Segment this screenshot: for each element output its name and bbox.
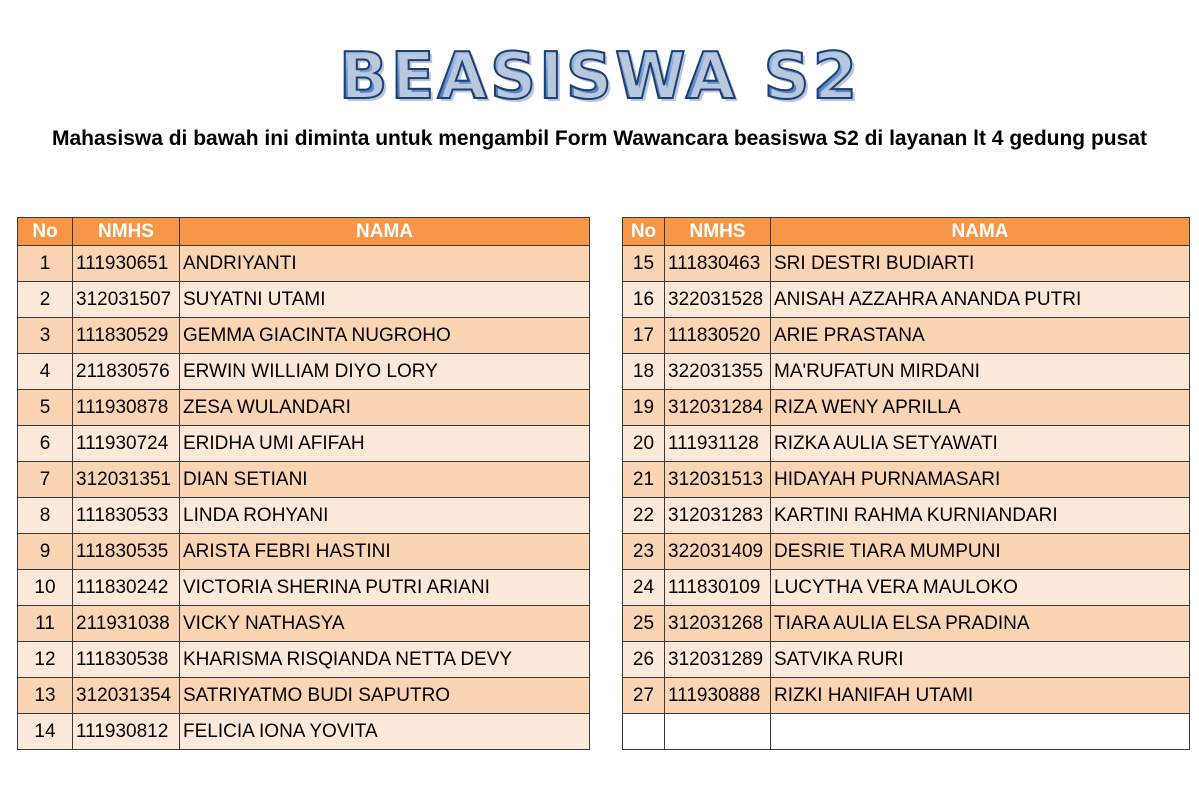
cell-no: 9: [18, 534, 73, 570]
table-header-row: [18, 218, 590, 246]
table-row: [18, 462, 590, 498]
cell-nama: RIZKA AULIA SETYAWATI: [771, 426, 1190, 462]
cell-nama: GEMMA GIACINTA NUGROHO: [180, 318, 590, 354]
table-row: [623, 570, 1190, 606]
cell-nmhs: 312031354: [73, 678, 180, 714]
table-row: [18, 354, 590, 390]
cell-no: 19: [623, 390, 665, 426]
cell-no: 6: [18, 426, 73, 462]
cell-nama: ANISAH AZZAHRA ANANDA PUTRI: [771, 282, 1190, 318]
cell-nmhs: 322031355: [665, 354, 771, 390]
cell-nama: RIZA WENY APRILLA: [771, 390, 1190, 426]
cell-nmhs: 111930888: [665, 678, 771, 714]
page-title: BEASISWA S2: [338, 40, 861, 114]
cell-nama: ERWIN WILLIAM DIYO LORY: [180, 354, 590, 390]
cell-nama: FELICIA IONA YOVITA: [180, 714, 590, 750]
table-row: [623, 678, 1190, 714]
cell-nmhs: 312031284: [665, 390, 771, 426]
cell-nama: ZESA WULANDARI: [180, 390, 590, 426]
table-row: [18, 282, 590, 318]
cell-no: 13: [18, 678, 73, 714]
cell-nama: [771, 714, 1190, 750]
column-header-nama: NAMA: [180, 218, 590, 246]
cell-nama: DIAN SETIANI: [180, 462, 590, 498]
cell-nama: ERIDHA UMI AFIFAH: [180, 426, 590, 462]
cell-nmhs: 312031268: [665, 606, 771, 642]
cell-nama: ARISTA FEBRI HASTINI: [180, 534, 590, 570]
cell-no: 23: [623, 534, 665, 570]
cell-nama: LINDA ROHYANI: [180, 498, 590, 534]
cell-nmhs: 111930812: [73, 714, 180, 750]
cell-nama: KHARISMA RISQIANDA NETTA DEVY: [180, 642, 590, 678]
cell-no: 10: [18, 570, 73, 606]
table-row: [623, 642, 1190, 678]
cell-nmhs: [665, 714, 771, 750]
cell-no: 24: [623, 570, 665, 606]
table-row: [623, 498, 1190, 534]
student-table-left: [17, 217, 590, 750]
cell-no: 2: [18, 282, 73, 318]
cell-no: 4: [18, 354, 73, 390]
cell-no: 25: [623, 606, 665, 642]
cell-nama: SUYATNI UTAMI: [180, 282, 590, 318]
cell-no: 17: [623, 318, 665, 354]
cell-nmhs: 111930878: [73, 390, 180, 426]
table-row: [623, 462, 1190, 498]
cell-no: 18: [623, 354, 665, 390]
cell-nama: SATVIKA RURI: [771, 642, 1190, 678]
table-row: [623, 282, 1190, 318]
cell-nmhs: 312031513: [665, 462, 771, 498]
cell-no: 11: [18, 606, 73, 642]
cell-no: 20: [623, 426, 665, 462]
table-row: [623, 390, 1190, 426]
table-row: [623, 534, 1190, 570]
cell-no: 15: [623, 246, 665, 282]
table-row: [18, 714, 590, 750]
cell-nmhs: 111830533: [73, 498, 180, 534]
student-table-right: [622, 217, 1190, 750]
table-header-row: [623, 218, 1190, 246]
table-row: [18, 642, 590, 678]
table-row: [18, 318, 590, 354]
cell-nmhs: 312031283: [665, 498, 771, 534]
table-row: [623, 426, 1190, 462]
table-row: [18, 534, 590, 570]
table-row: [18, 606, 590, 642]
table-row: [623, 606, 1190, 642]
column-header-nmhs: NMHS: [73, 218, 180, 246]
cell-nama: SATRIYATMO BUDI SAPUTRO: [180, 678, 590, 714]
cell-nama: ANDRIYANTI: [180, 246, 590, 282]
cell-nmhs: 111830520: [665, 318, 771, 354]
table-row: [18, 498, 590, 534]
cell-nmhs: 111930651: [73, 246, 180, 282]
column-header-no: No: [623, 218, 665, 246]
table-body: [623, 246, 1190, 750]
table-row: [18, 246, 590, 282]
cell-no: 22: [623, 498, 665, 534]
cell-nmhs: 111830529: [73, 318, 180, 354]
cell-nama: DESRIE TIARA MUMPUNI: [771, 534, 1190, 570]
cell-nama: HIDAYAH PURNAMASARI: [771, 462, 1190, 498]
cell-nmhs: 322031409: [665, 534, 771, 570]
cell-no: 3: [18, 318, 73, 354]
cell-nama: RIZKI HANIFAH UTAMI: [771, 678, 1190, 714]
title-area: [0, 38, 1199, 116]
table-row: [623, 246, 1190, 282]
column-header-no: No: [18, 218, 73, 246]
table-row: [18, 390, 590, 426]
cell-nmhs: 111830242: [73, 570, 180, 606]
table-row: [623, 714, 1190, 750]
cell-nmhs: 111830109: [665, 570, 771, 606]
cell-nama: LUCYTHA VERA MAULOKO: [771, 570, 1190, 606]
cell-no: 26: [623, 642, 665, 678]
cell-no: 8: [18, 498, 73, 534]
cell-nama: SRI DESTRI BUDIARTI: [771, 246, 1190, 282]
cell-no: 14: [18, 714, 73, 750]
cell-nmhs: 111830463: [665, 246, 771, 282]
cell-no: [623, 714, 665, 750]
table-row: [18, 426, 590, 462]
cell-nama: KARTINI RAHMA KURNIANDARI: [771, 498, 1190, 534]
cell-nmhs: 211830576: [73, 354, 180, 390]
cell-nama: VICTORIA SHERINA PUTRI ARIANI: [180, 570, 590, 606]
cell-no: 1: [18, 246, 73, 282]
cell-no: 5: [18, 390, 73, 426]
table-row: [18, 678, 590, 714]
cell-nama: TIARA AULIA ELSA PRADINA: [771, 606, 1190, 642]
cell-nmhs: 312031289: [665, 642, 771, 678]
cell-nmhs: 211931038: [73, 606, 180, 642]
table-row: [18, 570, 590, 606]
cell-nama: VICKY NATHASYA: [180, 606, 590, 642]
cell-nmhs: 111930724: [73, 426, 180, 462]
cell-no: 7: [18, 462, 73, 498]
cell-nmhs: 111830535: [73, 534, 180, 570]
table-row: [623, 354, 1190, 390]
table-body: [18, 246, 590, 750]
cell-nama: MA'RUFATUN MIRDANI: [771, 354, 1190, 390]
cell-nmhs: 111830538: [73, 642, 180, 678]
column-header-nmhs: NMHS: [665, 218, 771, 246]
cell-no: 12: [18, 642, 73, 678]
cell-no: 21: [623, 462, 665, 498]
column-header-nama: NAMA: [771, 218, 1190, 246]
cell-nmhs: 312031351: [73, 462, 180, 498]
cell-no: 27: [623, 678, 665, 714]
cell-nmhs: 322031528: [665, 282, 771, 318]
cell-nmhs: 312031507: [73, 282, 180, 318]
cell-nmhs: 111931128: [665, 426, 771, 462]
table-row: [623, 318, 1190, 354]
cell-nama: ARIE PRASTANA: [771, 318, 1190, 354]
announcement-text: Mahasiswa di bawah ini diminta untuk mengambil Form Wawancara beasiswa S2 di layanan lt 4 gedung pusat: [52, 127, 1147, 150]
cell-no: 16: [623, 282, 665, 318]
